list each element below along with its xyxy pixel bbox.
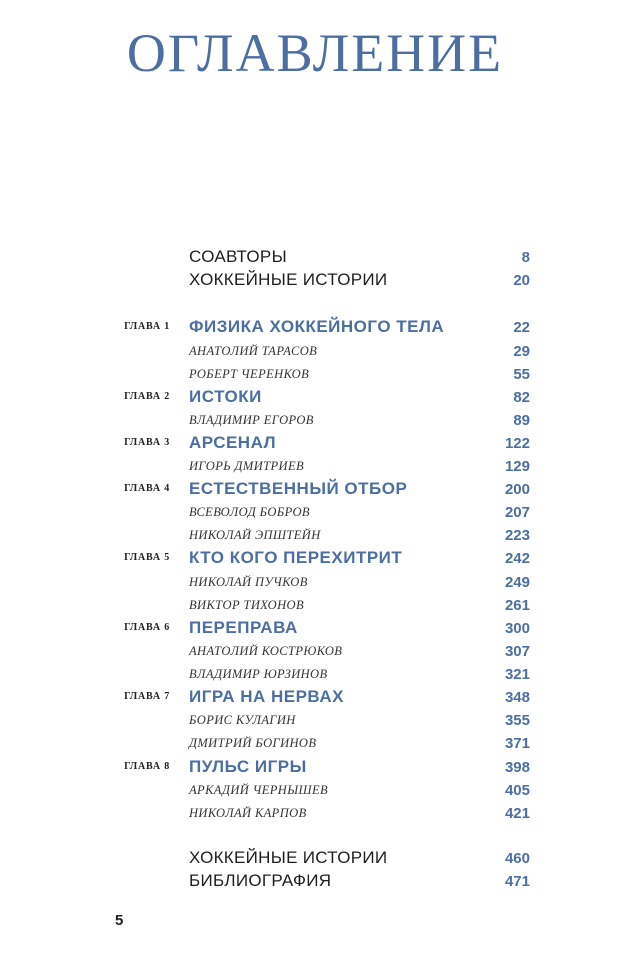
entry-title: СОАВТОРЫ [189, 247, 287, 266]
entry-page-number: 300 [504, 620, 530, 637]
entry-page-number: 242 [504, 550, 530, 567]
toc-chapter-row [0, 431, 640, 455]
entry-page-number: 20 [513, 272, 530, 289]
toc-chapter-row [0, 385, 640, 409]
entry-page-number: 355 [504, 712, 530, 729]
entry-page-number: 398 [504, 759, 530, 776]
toc-chapter-row [0, 546, 640, 570]
toc-chapter-row [0, 685, 640, 709]
entry-page-number: 471 [504, 873, 530, 890]
toc-author-row [0, 708, 640, 732]
entry-title: АРСЕНАЛ [189, 433, 276, 452]
author-name: АНАТОЛИЙ КОСТРЮКОВ [189, 644, 343, 658]
toc-author-row [0, 454, 640, 478]
author-name: БОРИС КУЛАГИН [189, 713, 296, 727]
entry-page-number: 223 [504, 527, 530, 544]
chapter-label: ГЛАВА 4 [124, 483, 170, 494]
author-name: АНАТОЛИЙ ТАРАСОВ [189, 344, 318, 358]
toc-author-row [0, 801, 640, 825]
entry-page-number: 200 [504, 481, 530, 498]
toc-author-row [0, 662, 640, 686]
author-name: ИГОРЬ ДМИТРИЕВ [189, 459, 305, 473]
toc-row [0, 869, 640, 893]
entry-title: ХОККЕЙНЫЕ ИСТОРИИ [189, 848, 388, 867]
toc-row [0, 268, 640, 292]
toc-chapter-row [0, 315, 640, 339]
entry-title: ИСТОКИ [189, 387, 262, 406]
entry-page-number: 207 [504, 504, 530, 521]
toc-row [0, 846, 640, 870]
entry-title: ПУЛЬС ИГРЫ [189, 757, 307, 776]
toc-author-row [0, 593, 640, 617]
entry-page-number: 129 [504, 458, 530, 475]
entry-title: КТО КОГО ПЕРЕХИТРИТ [189, 548, 403, 567]
entry-page-number: 371 [504, 735, 530, 752]
toc-author-row [0, 339, 640, 363]
toc-author-row [0, 408, 640, 432]
chapter-label: ГЛАВА 2 [124, 391, 170, 402]
entry-page-number: 421 [504, 805, 530, 822]
entry-page-number: 261 [504, 597, 530, 614]
entry-title: ФИЗИКА ХОККЕЙНОГО ТЕЛА [189, 317, 445, 336]
toc-row [0, 245, 640, 269]
entry-page-number: 321 [504, 666, 530, 683]
chapter-label: ГЛАВА 3 [124, 437, 170, 448]
toc-author-row [0, 362, 640, 386]
entry-title: ИГРА НА НЕРВАХ [189, 687, 344, 706]
author-name: ВИКТОР ТИХОНОВ [189, 598, 304, 612]
toc-chapter-row [0, 616, 640, 640]
page-number: 5 [115, 912, 124, 929]
entry-page-number: 348 [504, 689, 530, 706]
entry-page-number: 249 [504, 574, 530, 591]
toc-author-row [0, 570, 640, 594]
author-name: ВСЕВОЛОД БОБРОВ [189, 505, 310, 519]
entry-page-number: 122 [504, 435, 530, 452]
toc-author-row [0, 500, 640, 524]
author-name: АРКАДИЙ ЧЕРНЫШЕВ [189, 783, 329, 797]
toc-author-row [0, 778, 640, 802]
entry-title: ПЕРЕПРАВА [189, 618, 298, 637]
chapter-label: ГЛАВА 7 [124, 691, 170, 702]
chapter-label: ГЛАВА 5 [124, 552, 170, 563]
author-name: НИКОЛАЙ ЭПШТЕЙН [189, 528, 321, 542]
chapter-label: ГЛАВА 8 [124, 761, 170, 772]
entry-page-number: 307 [504, 643, 530, 660]
chapter-label: ГЛАВА 1 [124, 321, 170, 332]
entry-page-number: 22 [513, 319, 530, 336]
entry-page-number: 89 [513, 412, 530, 429]
toc-author-row [0, 731, 640, 755]
entry-page-number: 460 [504, 850, 530, 867]
toc-author-row [0, 523, 640, 547]
author-name: ВЛАДИМИР ЮРЗИНОВ [189, 667, 328, 681]
entry-page-number: 8 [521, 249, 530, 266]
entry-page-number: 405 [504, 782, 530, 799]
entry-page-number: 55 [513, 366, 530, 383]
author-name: ДМИТРИЙ БОГИНОВ [189, 736, 317, 750]
author-name: ВЛАДИМИР ЕГОРОВ [189, 413, 314, 427]
page-title: ОГЛАВЛЕНИЕ [126, 23, 504, 83]
entry-title: ЕСТЕСТВЕННЫЙ ОТБОР [189, 479, 408, 498]
toc-chapter-row [0, 755, 640, 779]
toc-author-row [0, 639, 640, 663]
author-name: НИКОЛАЙ ПУЧКОВ [189, 575, 308, 589]
author-name: НИКОЛАЙ КАРПОВ [189, 806, 307, 820]
entry-title: БИБЛИОГРАФИЯ [189, 871, 332, 890]
entry-page-number: 29 [513, 343, 530, 360]
toc-chapter-row [0, 477, 640, 501]
chapter-label: ГЛАВА 6 [124, 622, 170, 633]
author-name: РОБЕРТ ЧЕРЕНКОВ [189, 367, 310, 381]
entry-title: ХОККЕЙНЫЕ ИСТОРИИ [189, 270, 388, 289]
entry-page-number: 82 [513, 389, 530, 406]
